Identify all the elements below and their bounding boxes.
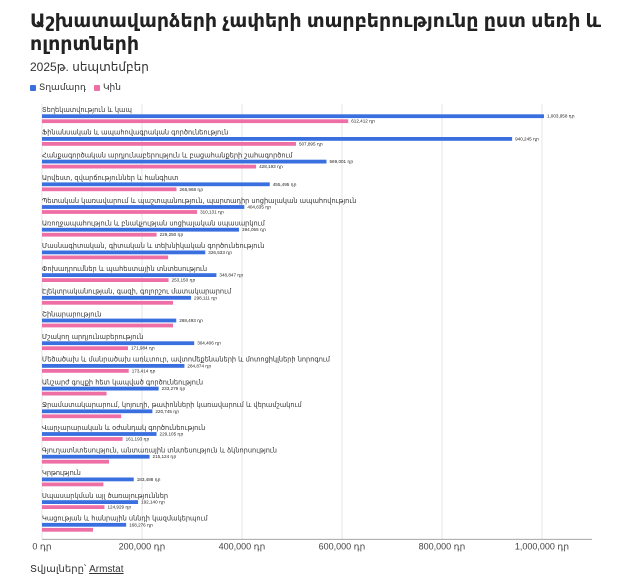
value-label-female: 173,414 դր	[131, 368, 156, 374]
value-label-male: 183,488 դր	[136, 476, 161, 482]
value-label-female: 124,929 դր	[107, 504, 132, 510]
value-label-male: 229,105 դր	[159, 431, 184, 437]
bar-female	[42, 324, 173, 328]
legend-label-male: Տղամարդ	[39, 82, 86, 92]
bar-female	[42, 165, 256, 169]
value-label-male: 394,055 դր	[242, 227, 266, 233]
bar-male	[42, 114, 544, 118]
bar-female	[42, 119, 348, 123]
value-label-female: 161,193 դր	[125, 436, 150, 442]
category-label: Առողջապահություն և բնակչության սոցիալական սպասարկում	[42, 219, 265, 228]
bar-male	[42, 409, 152, 413]
category-label: Մշակող արդյունաբերություն	[42, 333, 144, 341]
chart-subtitle: 2025թ. սեպտեմբեր	[30, 60, 149, 74]
bar-male	[42, 387, 159, 391]
value-label-female: 428,193 դր	[259, 164, 283, 170]
bar-male	[42, 251, 205, 255]
category-label: Գյուղատնտեսություն, անտառային տնտեսություն և ձկնորսություն	[42, 446, 277, 455]
bar-male	[42, 478, 134, 482]
category-label: Ջրամատակարարում, կոյուղի, թափոնների կառավարում և վերամշակում	[42, 401, 302, 410]
value-label-male: 215,124 դր	[152, 454, 177, 460]
bar-female	[42, 346, 128, 350]
category-label: Էլեկտրականության, գազի, գոլորշու մատակարարում	[42, 287, 232, 296]
value-label-male: 268,493 դր	[179, 318, 204, 323]
bar-male	[42, 160, 327, 164]
bar-female	[42, 256, 168, 260]
bar-male	[42, 319, 176, 323]
bar-male	[42, 182, 270, 186]
category-label: Մեծածախ և մանրածախ առևտուր, ավտոմեքենաների և մոտոցիկլների նորոգում	[42, 355, 330, 364]
category-label: Կրթություն	[42, 469, 81, 478]
bar-male	[42, 455, 150, 459]
bar-female	[42, 369, 129, 373]
value-label-male: 168,276 դր	[129, 522, 153, 528]
bar-female	[42, 483, 103, 487]
x-tick-label: 400,000 դր	[218, 541, 266, 552]
bar-male	[42, 205, 244, 209]
value-label-male: 326,533 դր	[208, 249, 233, 255]
category-label: Փոխադրումներ և պահեստային տնտեսություն	[42, 264, 208, 273]
category-label: Հանքագործական արդյունաբերություն և բացահանքերի շահագործում	[42, 151, 293, 160]
value-label-male: 348,847 դր	[219, 272, 244, 278]
category-label: Տեղեկատվություն և կապ	[42, 106, 132, 114]
bar-male	[42, 341, 194, 345]
value-label-male: 233,279 դր	[161, 386, 186, 392]
value-label-male: 940,245 դր	[515, 136, 539, 142]
bar-female	[42, 437, 123, 441]
bar-male	[42, 273, 216, 277]
category-label: Պետական կառավարում և պաշտպանություն, պարտադիր սոցիալական ապահովություն	[42, 196, 357, 205]
x-tick-label: 200,000 դր	[118, 541, 166, 552]
bar-female	[42, 187, 176, 191]
source-prefix: Տվյալները՝	[30, 564, 87, 575]
bar-female	[42, 505, 104, 509]
value-label-female: 268,968 դր	[179, 186, 204, 192]
category-label: Ֆինանսական և ապահովագրական գործունեություն	[42, 128, 229, 137]
bar-female	[42, 210, 197, 214]
value-label-male: 569,001 դր	[329, 159, 354, 165]
value-label-female: 310,131 դր	[200, 209, 224, 215]
bar-female	[42, 301, 173, 305]
bar-female	[42, 142, 296, 146]
bar-male	[42, 137, 512, 141]
x-tick-label: 1,000,000 դր	[514, 541, 570, 552]
bar-female	[42, 392, 107, 396]
x-tick-label: 800,000 դր	[418, 541, 466, 552]
legend-label-female: Կին	[102, 82, 121, 92]
category-label: Սպասարկման այլ ծառայություններ	[42, 491, 169, 500]
value-label-male: 455,495 դր	[272, 181, 297, 187]
value-label-male: 304,406 դր	[197, 340, 222, 346]
value-label-male: 298,111 դր	[194, 295, 218, 301]
value-label-male: 404,635 դր	[247, 204, 272, 210]
category-label: Կացության և հանրային սննդի կազմակերպում	[42, 514, 208, 523]
bar-male	[42, 296, 191, 300]
value-label-female: 612,412 դր	[351, 118, 376, 124]
bar-female	[42, 528, 93, 532]
bar-male	[42, 500, 138, 504]
value-label-female: 229,250 դր	[159, 232, 184, 238]
value-label-female: 171,984 դր	[130, 345, 155, 351]
bar-female	[42, 460, 109, 464]
bar-female	[42, 278, 169, 282]
value-label-male: 220,745 դր	[155, 408, 180, 414]
category-label: Անշարժ գույքի հետ կապված գործունեություն	[42, 378, 204, 387]
value-label-male: 284,874 դր	[187, 363, 212, 369]
bar-male	[42, 523, 126, 527]
value-label-female: 507,895 դր	[298, 141, 323, 147]
bar-male	[42, 432, 157, 436]
source-link[interactable]: Armstat	[89, 564, 124, 575]
chart-title: Աշխատավարձերի չափերի տարբերությունը ըստ սեռի և ոլորտների	[30, 11, 602, 55]
category-label: Շինարարություն	[42, 310, 102, 319]
bar-female	[42, 414, 121, 418]
category-label: Մասնագիտական, գիտական և տեխնիկական գործունեություն	[42, 242, 265, 251]
value-label-male: 192,140 դր	[141, 499, 165, 505]
bar-male	[42, 364, 184, 368]
bar-male	[42, 228, 239, 232]
value-label-female: 253,150 դր	[171, 277, 196, 283]
source-note	[30, 564, 124, 575]
category-label: Վարչարարական և օժանդակ գործունեություն	[42, 423, 206, 432]
x-tick-label: 0 դր	[32, 541, 52, 552]
category-label: Արվեստ, զվարճություններ և հանգիստ	[42, 174, 179, 183]
bar-female	[42, 233, 157, 237]
value-label-male: 1,003,958 դր	[546, 113, 575, 119]
x-tick-label: 600,000 դր	[318, 541, 366, 552]
